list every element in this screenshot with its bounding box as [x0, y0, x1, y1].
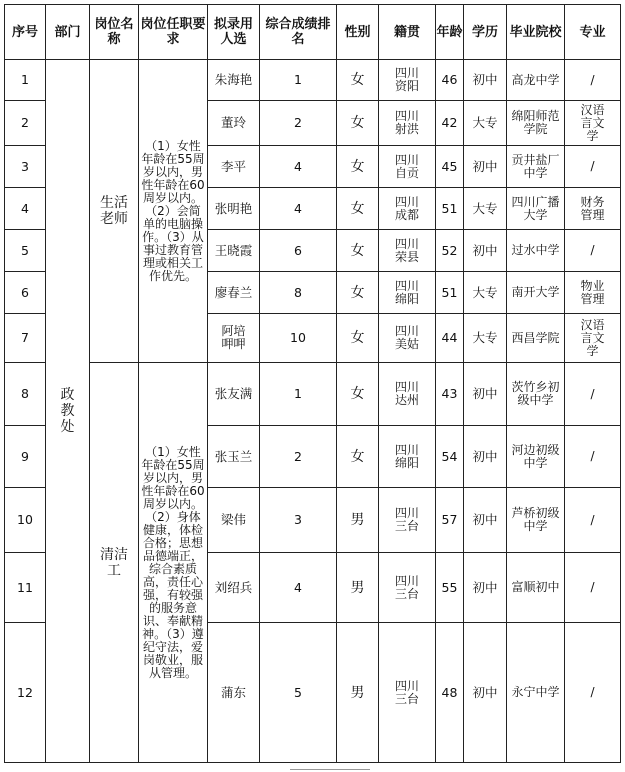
rank: 4	[260, 553, 337, 623]
age: 51	[436, 272, 464, 314]
header-cell: 学历	[464, 5, 507, 60]
school: 绵阳师范学院	[507, 101, 565, 146]
school: 高龙中学	[507, 60, 565, 101]
header-cell: 性别	[337, 5, 379, 60]
major: /	[565, 623, 621, 763]
rank: 5	[260, 623, 337, 763]
origin: 四川三台	[379, 623, 436, 763]
gender: 女	[337, 188, 379, 230]
education: 初中	[464, 623, 507, 763]
major: 汉语言文学	[565, 101, 621, 146]
candidate-name: 廖春兰	[208, 272, 260, 314]
education: 大专	[464, 101, 507, 146]
rank: 4	[260, 146, 337, 188]
education: 大专	[464, 272, 507, 314]
age: 57	[436, 488, 464, 553]
header-cell: 部门	[46, 5, 90, 60]
education: 初中	[464, 426, 507, 488]
education: 初中	[464, 553, 507, 623]
education: 初中	[464, 488, 507, 553]
major: /	[565, 363, 621, 426]
major: 汉语言文学	[565, 314, 621, 363]
header-row	[5, 5, 621, 60]
header-cell: 毕业院校	[507, 5, 565, 60]
gender: 女	[337, 363, 379, 426]
position-requirements: （1）女性年龄在55周岁以内，男性年龄在60周岁以内。（2）会简单的电脑操作。（3）从事过教育管理或相关工作优先。	[139, 60, 208, 363]
origin: 四川绵阳	[379, 272, 436, 314]
candidate-name: 张玉兰	[208, 426, 260, 488]
major: /	[565, 146, 621, 188]
table-row	[5, 363, 621, 426]
header-cell: 岗位名称	[90, 5, 139, 60]
candidate-name: 李平	[208, 146, 260, 188]
header-cell: 岗位任职要求	[139, 5, 208, 60]
school: 芦桥初级中学	[507, 488, 565, 553]
row-no: 5	[5, 230, 46, 272]
rank: 1	[260, 363, 337, 426]
rank: 2	[260, 426, 337, 488]
position-requirements: （1）女性年龄在55周岁以内，男性年龄在60周岁以内。（2）身体健康，体检合格；思想品德端正，综合素质高，责任心强，有较强的服务意识、奉献精神。（3）遵纪守法，爱岗敬业，服从管理。	[139, 363, 208, 763]
origin: 四川三台	[379, 553, 436, 623]
candidate-name: 董玲	[208, 101, 260, 146]
rank: 8	[260, 272, 337, 314]
row-no: 1	[5, 60, 46, 101]
gender: 女	[337, 272, 379, 314]
candidate-name: 朱海艳	[208, 60, 260, 101]
major: /	[565, 60, 621, 101]
origin: 四川自贡	[379, 146, 436, 188]
origin: 四川绵阳	[379, 426, 436, 488]
candidate-name: 梁伟	[208, 488, 260, 553]
row-no: 11	[5, 553, 46, 623]
row-no: 9	[5, 426, 46, 488]
education: 初中	[464, 363, 507, 426]
age: 42	[436, 101, 464, 146]
gender: 女	[337, 314, 379, 363]
education: 初中	[464, 60, 507, 101]
row-no: 8	[5, 363, 46, 426]
education: 初中	[464, 230, 507, 272]
age: 45	[436, 146, 464, 188]
row-no: 6	[5, 272, 46, 314]
gender: 男	[337, 623, 379, 763]
row-no: 7	[5, 314, 46, 363]
school: 河边初级中学	[507, 426, 565, 488]
major: 物业管理	[565, 272, 621, 314]
position-name: 生活老师	[90, 60, 139, 363]
school: 永宁中学	[507, 623, 565, 763]
age: 55	[436, 553, 464, 623]
school: 茨竹乡初级中学	[507, 363, 565, 426]
age: 51	[436, 188, 464, 230]
gender: 男	[337, 488, 379, 553]
rank: 4	[260, 188, 337, 230]
school: 富顺初中	[507, 553, 565, 623]
rank: 1	[260, 60, 337, 101]
age: 54	[436, 426, 464, 488]
origin: 四川荣县	[379, 230, 436, 272]
page-divider	[290, 769, 370, 770]
gender: 女	[337, 230, 379, 272]
major: /	[565, 553, 621, 623]
position-name: 清洁工	[90, 363, 139, 763]
origin: 四川三台	[379, 488, 436, 553]
gender: 女	[337, 101, 379, 146]
major: /	[565, 426, 621, 488]
candidate-name: 阿培呷呷	[208, 314, 260, 363]
age: 48	[436, 623, 464, 763]
school: 过水中学	[507, 230, 565, 272]
header-cell: 籍贯	[379, 5, 436, 60]
major: 财务管理	[565, 188, 621, 230]
education: 大专	[464, 188, 507, 230]
rank: 3	[260, 488, 337, 553]
school: 西昌学院	[507, 314, 565, 363]
school: 四川广播大学	[507, 188, 565, 230]
table-row	[5, 60, 621, 101]
education: 初中	[464, 146, 507, 188]
row-no: 4	[5, 188, 46, 230]
origin: 四川达州	[379, 363, 436, 426]
gender: 女	[337, 426, 379, 488]
candidate-name: 刘绍兵	[208, 553, 260, 623]
candidate-name: 张友满	[208, 363, 260, 426]
candidate-name: 王晓霞	[208, 230, 260, 272]
gender: 女	[337, 146, 379, 188]
row-no: 12	[5, 623, 46, 763]
rank: 6	[260, 230, 337, 272]
origin: 四川资阳	[379, 60, 436, 101]
major: /	[565, 488, 621, 553]
origin: 四川美姑	[379, 314, 436, 363]
header-cell: 序号	[5, 5, 46, 60]
candidate-name: 蒲东	[208, 623, 260, 763]
department-cell: 政教处	[46, 60, 90, 763]
age: 43	[436, 363, 464, 426]
row-no: 3	[5, 146, 46, 188]
age: 46	[436, 60, 464, 101]
row-no: 2	[5, 101, 46, 146]
rank: 2	[260, 101, 337, 146]
school: 南开大学	[507, 272, 565, 314]
header-cell: 综合成绩排名	[260, 5, 337, 60]
gender: 男	[337, 553, 379, 623]
origin: 四川射洪	[379, 101, 436, 146]
education: 大专	[464, 314, 507, 363]
age: 44	[436, 314, 464, 363]
header-cell: 专业	[565, 5, 621, 60]
origin: 四川成都	[379, 188, 436, 230]
age: 52	[436, 230, 464, 272]
gender: 女	[337, 60, 379, 101]
header-cell: 年龄	[436, 5, 464, 60]
rank: 10	[260, 314, 337, 363]
candidate-name: 张明艳	[208, 188, 260, 230]
recruitment-table	[4, 4, 621, 763]
major: /	[565, 230, 621, 272]
row-no: 10	[5, 488, 46, 553]
header-cell: 拟录用人选	[208, 5, 260, 60]
school: 贡井盐厂中学	[507, 146, 565, 188]
